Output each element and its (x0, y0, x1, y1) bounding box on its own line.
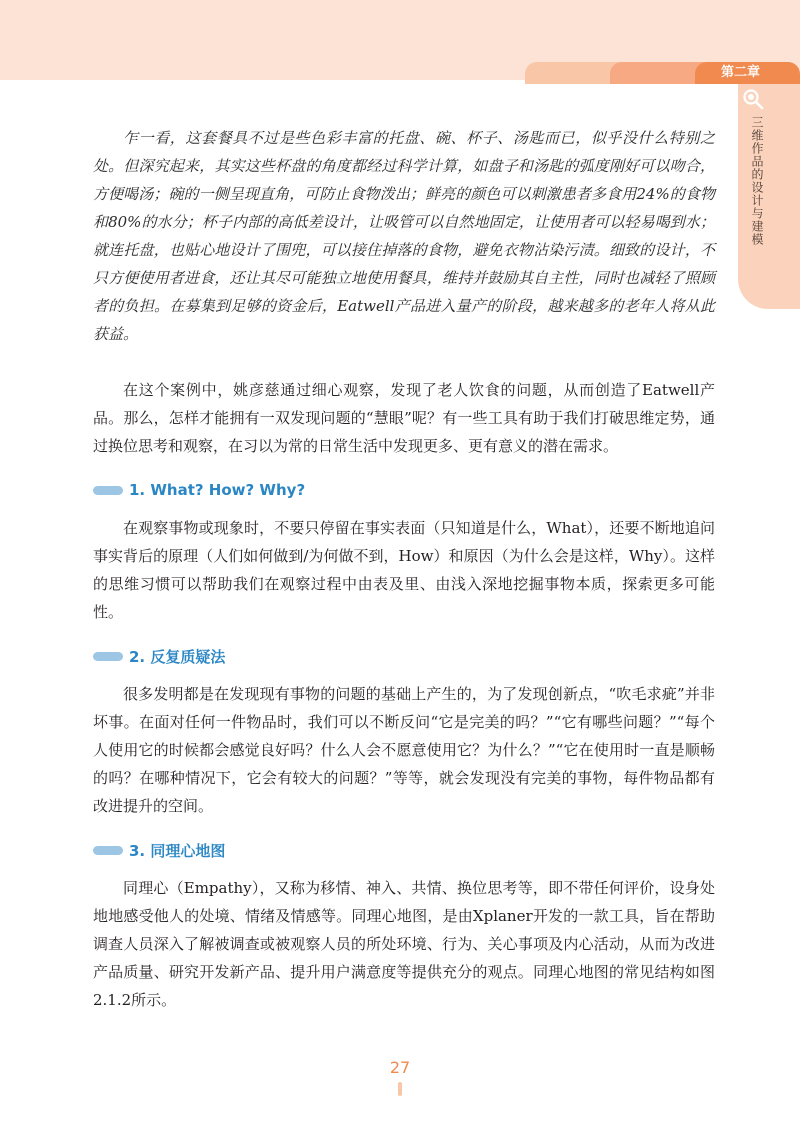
chapter-label: 第二章 (695, 62, 800, 84)
intro-paragraph: 乍一看，这套餐具不过是些色彩丰富的托盘、碗、杯子、汤匙而已，似乎没什么特别之处。但深究起来，其实这些杯盘的角度都经过科学计算，如盘子和汤匙的弧度刚好可以吻合，方便喝汤；碗的一侧呈现直角，可防止食物泼出；鲜亮的颜色可以刺激患者多食用24%的食物和80%的水分；杯子内部的高低差设计，让吸管可以自然地固定，让使用者可以轻易喝到水；就连托盘，也贴心地设计了围兜，可以接住掉落的食物，避免衣物沾染污渍。细致的设计，不只方便使用者进食，还让其尽可能独立地使用餐具，维持并鼓励其自主性，同时也减轻了照顾者的负担。在募集到足够的资金后，Eatwell产品进入量产的阶段，越来越多的老年人将从此获益。 (93, 129, 715, 343)
section-heading-empathy-map (93, 836, 715, 864)
side-chapter-title: 三维作品的设计与建模 (750, 116, 764, 246)
heading-bar (93, 486, 123, 495)
empathy-paragraph: 同理心（Empathy），又称为移情、神入、共情、换位思考等，即不带任何评价，设身处地地感受他人的处境、情绪及情感等。同理心地图，是由Xplaner开发的一款工具，旨在帮助调查人员深入了解被调查或被观察人员的所处环境、行为、关心事项及内心活动，从而为改进产品质量、研究开发新产品、提升用户满意度等提供充分的观点。同理心地图的常见结构如图2.1.2所示。 (93, 879, 715, 1009)
case-paragraph: 在这个案例中，姚彦慈通过细心观察，发现了老人饮食的问题，从而创造了Eatwell产品。那么，怎样才能拥有一双发现问题的“慧眼”呢？有一些工具有助于我们打破思维定势，通过换位思考和观察，在习以为常的日常生活中发现更多、更有意义的潜在需求。 (93, 381, 715, 455)
questioning-paragraph: 很多发明都是在发现现有事物的问题的基础上产生的，为了发现创新点，“吹毛求疵”并非坏事。在面对任何一件物品时，我们可以不断反问“它是完美的吗？”“它有哪些问题？”“每个人使用它的时候都会感觉良好吗？什么人会不愿意使用它？为什么？”“它在使用时一直是顺畅的吗？在哪种情况下，它会有较大的问题？”等等，就会发现没有完美的事物，每件物品都有改进提升的空间。 (93, 685, 715, 815)
section-heading-text: 3. 同理心地图 (129, 841, 226, 860)
page-content (93, 124, 715, 1014)
section-heading-questioning (93, 642, 715, 670)
magnifier-icon (742, 88, 764, 110)
page-number: 27 (389, 1058, 411, 1077)
what-how-why-paragraph: 在观察事物或现象时，不要只停留在事实表面（只知道是什么，What），还要不断地追问事实背后的原理（人们如何做到/为何做不到，How）和原因（为什么会是这样，Why）。这样的思维习惯可以帮助我们在观察过程中由表及里、由浅入深地挖掘事物本质，探索更多可能性。 (93, 519, 715, 621)
heading-bar (93, 846, 123, 855)
section-heading-what-how-why (93, 476, 715, 504)
section-heading-text: 2. 反复质疑法 (129, 647, 226, 666)
page-number-tick (398, 1082, 402, 1096)
section-heading-text: 1. What? How? Why? (129, 481, 306, 499)
heading-bar (93, 652, 123, 661)
